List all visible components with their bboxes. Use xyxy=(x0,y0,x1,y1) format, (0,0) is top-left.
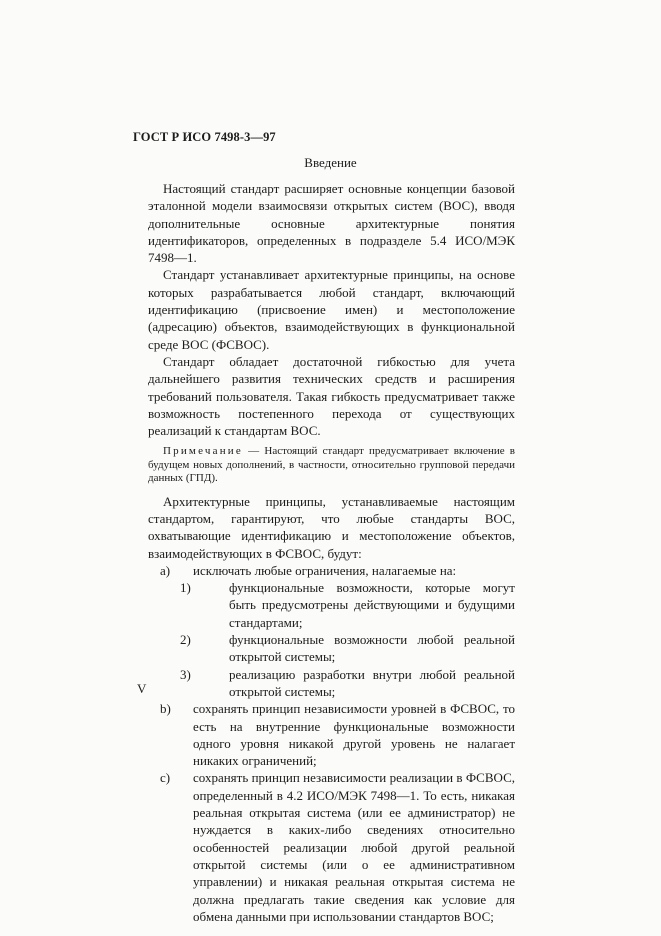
paragraph: Стандарт обладает достаточной гибкостью для учета дальнейшего развития технических средств и расширения требований пользователя. Такая гибкость предусматривает также возможность постепенного перехода от существующих реализаций к стандартам ВОС. xyxy=(148,353,515,439)
list-marker: 1) xyxy=(180,580,191,596)
list-item-text: сохранять принцип независимости уровней в ФСВОС, то есть на внутренние функциональные возможности одного уровня никакой другой уровень не налагает никаких ограничений; xyxy=(193,701,515,769)
list-item xyxy=(148,562,515,579)
paragraph: Стандарт устанавливает архитектурные принципы, на основе которых разрабатывается любой стандарт, включающий идентификацию (присвоение имен) и местоположение (адресацию) объектов, взаимодействующих в функциональной среде ВОС (ФСВОС). xyxy=(148,267,515,352)
page-number: V xyxy=(137,681,147,696)
sub-list-item xyxy=(148,631,515,666)
list-item xyxy=(148,700,515,769)
note xyxy=(148,445,515,485)
list-item-text: функциональные возможности, которые могут быть предусмотрены действующими и будущими стандартами; xyxy=(229,580,515,630)
list-item-text: исключать любые ограничения, налагаемые на: xyxy=(193,562,457,578)
list-item-text: сохранять принцип независимости реализации в ФСВОС, определенный в 4.2 ИСО/МЭК 7498—1. То есть, никакая реальная открытая система (или ее администратор) не нуждается в каких-либо сведениях относительно особенностей реализации любой другой реальной открытой системы (или о ее административном управлении) и никакая реальная открытая система не должна предлагать такие сведения как условие для обмена данными при использовании стандартов ВОС; xyxy=(193,770,515,924)
principles-intro: Архитектурные принципы, устанавливаемые настоящим стандартом, гарантируют, что любые стандарты ВОС, охватывающие идентификацию и местоположение объектов, взаимодействующих в ФСВОС, будут: xyxy=(148,493,515,561)
note-label: Примечание xyxy=(163,445,243,458)
section-body xyxy=(148,180,515,925)
list-item-text: функциональные возможности любой реальной открытой системы; xyxy=(229,632,515,665)
paragraph: Настоящий стандарт расширяет основные концепции базовой эталонной модели взаимосвязи открытых систем (ВОС), вводя дополнительные основные архитектурные понятия идентификаторов, определенных в подразделе 5.4 ИСО/МЭК 7498—1. xyxy=(148,181,515,266)
section-title: Введение xyxy=(304,155,357,170)
list-marker: а) xyxy=(160,562,171,578)
sub-list-item xyxy=(148,579,515,631)
list-item xyxy=(148,769,515,925)
list-marker: с) xyxy=(160,770,171,786)
list-marker: b) xyxy=(160,701,171,717)
list-item-text: реализацию разработки внутри любой реальной открытой системы; xyxy=(229,666,515,699)
sub-list-item xyxy=(148,666,515,701)
list-marker: 3) xyxy=(180,666,191,682)
list-marker: 2) xyxy=(180,632,191,648)
note-text: — Настоящий стандарт предусматривает включение в будущем новых дополнений, в частности, относительно групповой передачи данных (ГПД). xyxy=(148,445,515,485)
standard-header: ГОСТ Р ИСО 7498-3—97 xyxy=(133,130,276,144)
